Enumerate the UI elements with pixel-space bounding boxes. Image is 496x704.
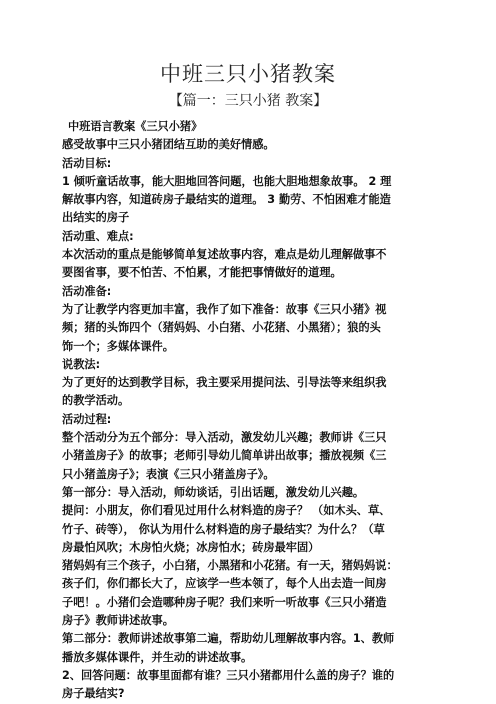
body-line: 提问：小朋友，你们看见过用什么材料造的房子？ （如木头、草、	[62, 504, 391, 518]
body-line: 为了让教学内容更加丰富，我作了如下准备：故事《三只小猪》视	[62, 302, 387, 316]
body-line: 小猪盖房子》的故事；老师引导幼儿简单讲出故事；播放视频《三	[62, 449, 387, 463]
body-line: 播放多媒体课件，并生动的讲述故事。	[62, 650, 253, 664]
body-line: 说教法:	[62, 357, 101, 371]
body-line: 2、回答问题：故事里面都有谁？三只小猪都用什么盖的房子？谁的	[62, 668, 395, 682]
body-line: 活动重、难点:	[62, 229, 134, 243]
body-line: 感受故事中三只小猪团结互助的美好情感。	[62, 138, 275, 152]
body-line: 1 倾听童话故事，能大胆地回答问题，也能大胆地想象故事。 2 理	[62, 174, 392, 188]
body-line: 第二部分：教师讲述故事第二遍，帮助幼儿理解故事内容。1、教师	[62, 632, 395, 646]
body-line: 出结实的房子	[62, 211, 130, 225]
body-line: 猪妈妈有三个孩子，小白猪，小黑猪和小花猪。有一天，猪妈妈说：	[62, 559, 398, 573]
body-line: 本次活动的重点是能够简单复述故事内容，难点是幼儿理解做事不	[62, 248, 387, 262]
body-line: 要图省事，要不怕苦、不怕累，才能把事情做好的道理。	[62, 266, 342, 280]
body-line: 活动准备:	[62, 284, 112, 298]
body-line: 孩子们，你们都长大了，应该学一些本领了，每个人出去造一间房	[62, 577, 387, 591]
body-line: 只小猪盖房子》；表演《三只小猪盖房子》。	[62, 467, 275, 481]
body-line: 房最怕风吹；木房怕火烧；冰房怕水；砖房最牢固）	[62, 540, 320, 554]
body-line: 解故事内容，知道砖房子最结实的道理。 3 勤劳、不怕困难才能造	[62, 193, 391, 207]
document-subtitle: 【篇一：三只小猪 教案】	[168, 93, 328, 109]
document-body	[62, 118, 446, 704]
body-line: 房子最结实?	[62, 687, 125, 701]
body-line: 饰一个；多媒体课件。	[62, 339, 174, 353]
body-line: 整个活动分为五个部分：导入活动，激发幼儿兴趣；教师讲《三只	[62, 431, 387, 445]
body-line: 中班语言教案《三只小猪》	[68, 120, 203, 133]
body-line: 房子》教师讲述故事。	[62, 614, 174, 628]
body-line: 活动过程:	[62, 412, 112, 426]
body-line: 为了更好的达到教学目标，我主要采用提问法、引导法等来组织我	[62, 376, 387, 390]
body-line: 子吧！。小猪们会造哪种房子呢？我们来听一听故事《三只小猪造	[62, 595, 387, 609]
body-line: 频；猪的头饰四个（猪妈妈、小白猪、小花猪、小黑猪）；狼的头	[62, 321, 381, 335]
body-line: 的教学活动。	[62, 394, 130, 408]
body-line: 活动目标:	[62, 156, 112, 170]
body-line: 第一部分：导入活动，师幼谈话，引出话题，激发幼儿兴趣。	[62, 485, 365, 499]
body-line: 竹子、砖等）， 你认为用什么材料造的房子最结实？为什么？（草	[62, 522, 385, 536]
document-title: 中班三只小猪教案	[160, 62, 336, 86]
